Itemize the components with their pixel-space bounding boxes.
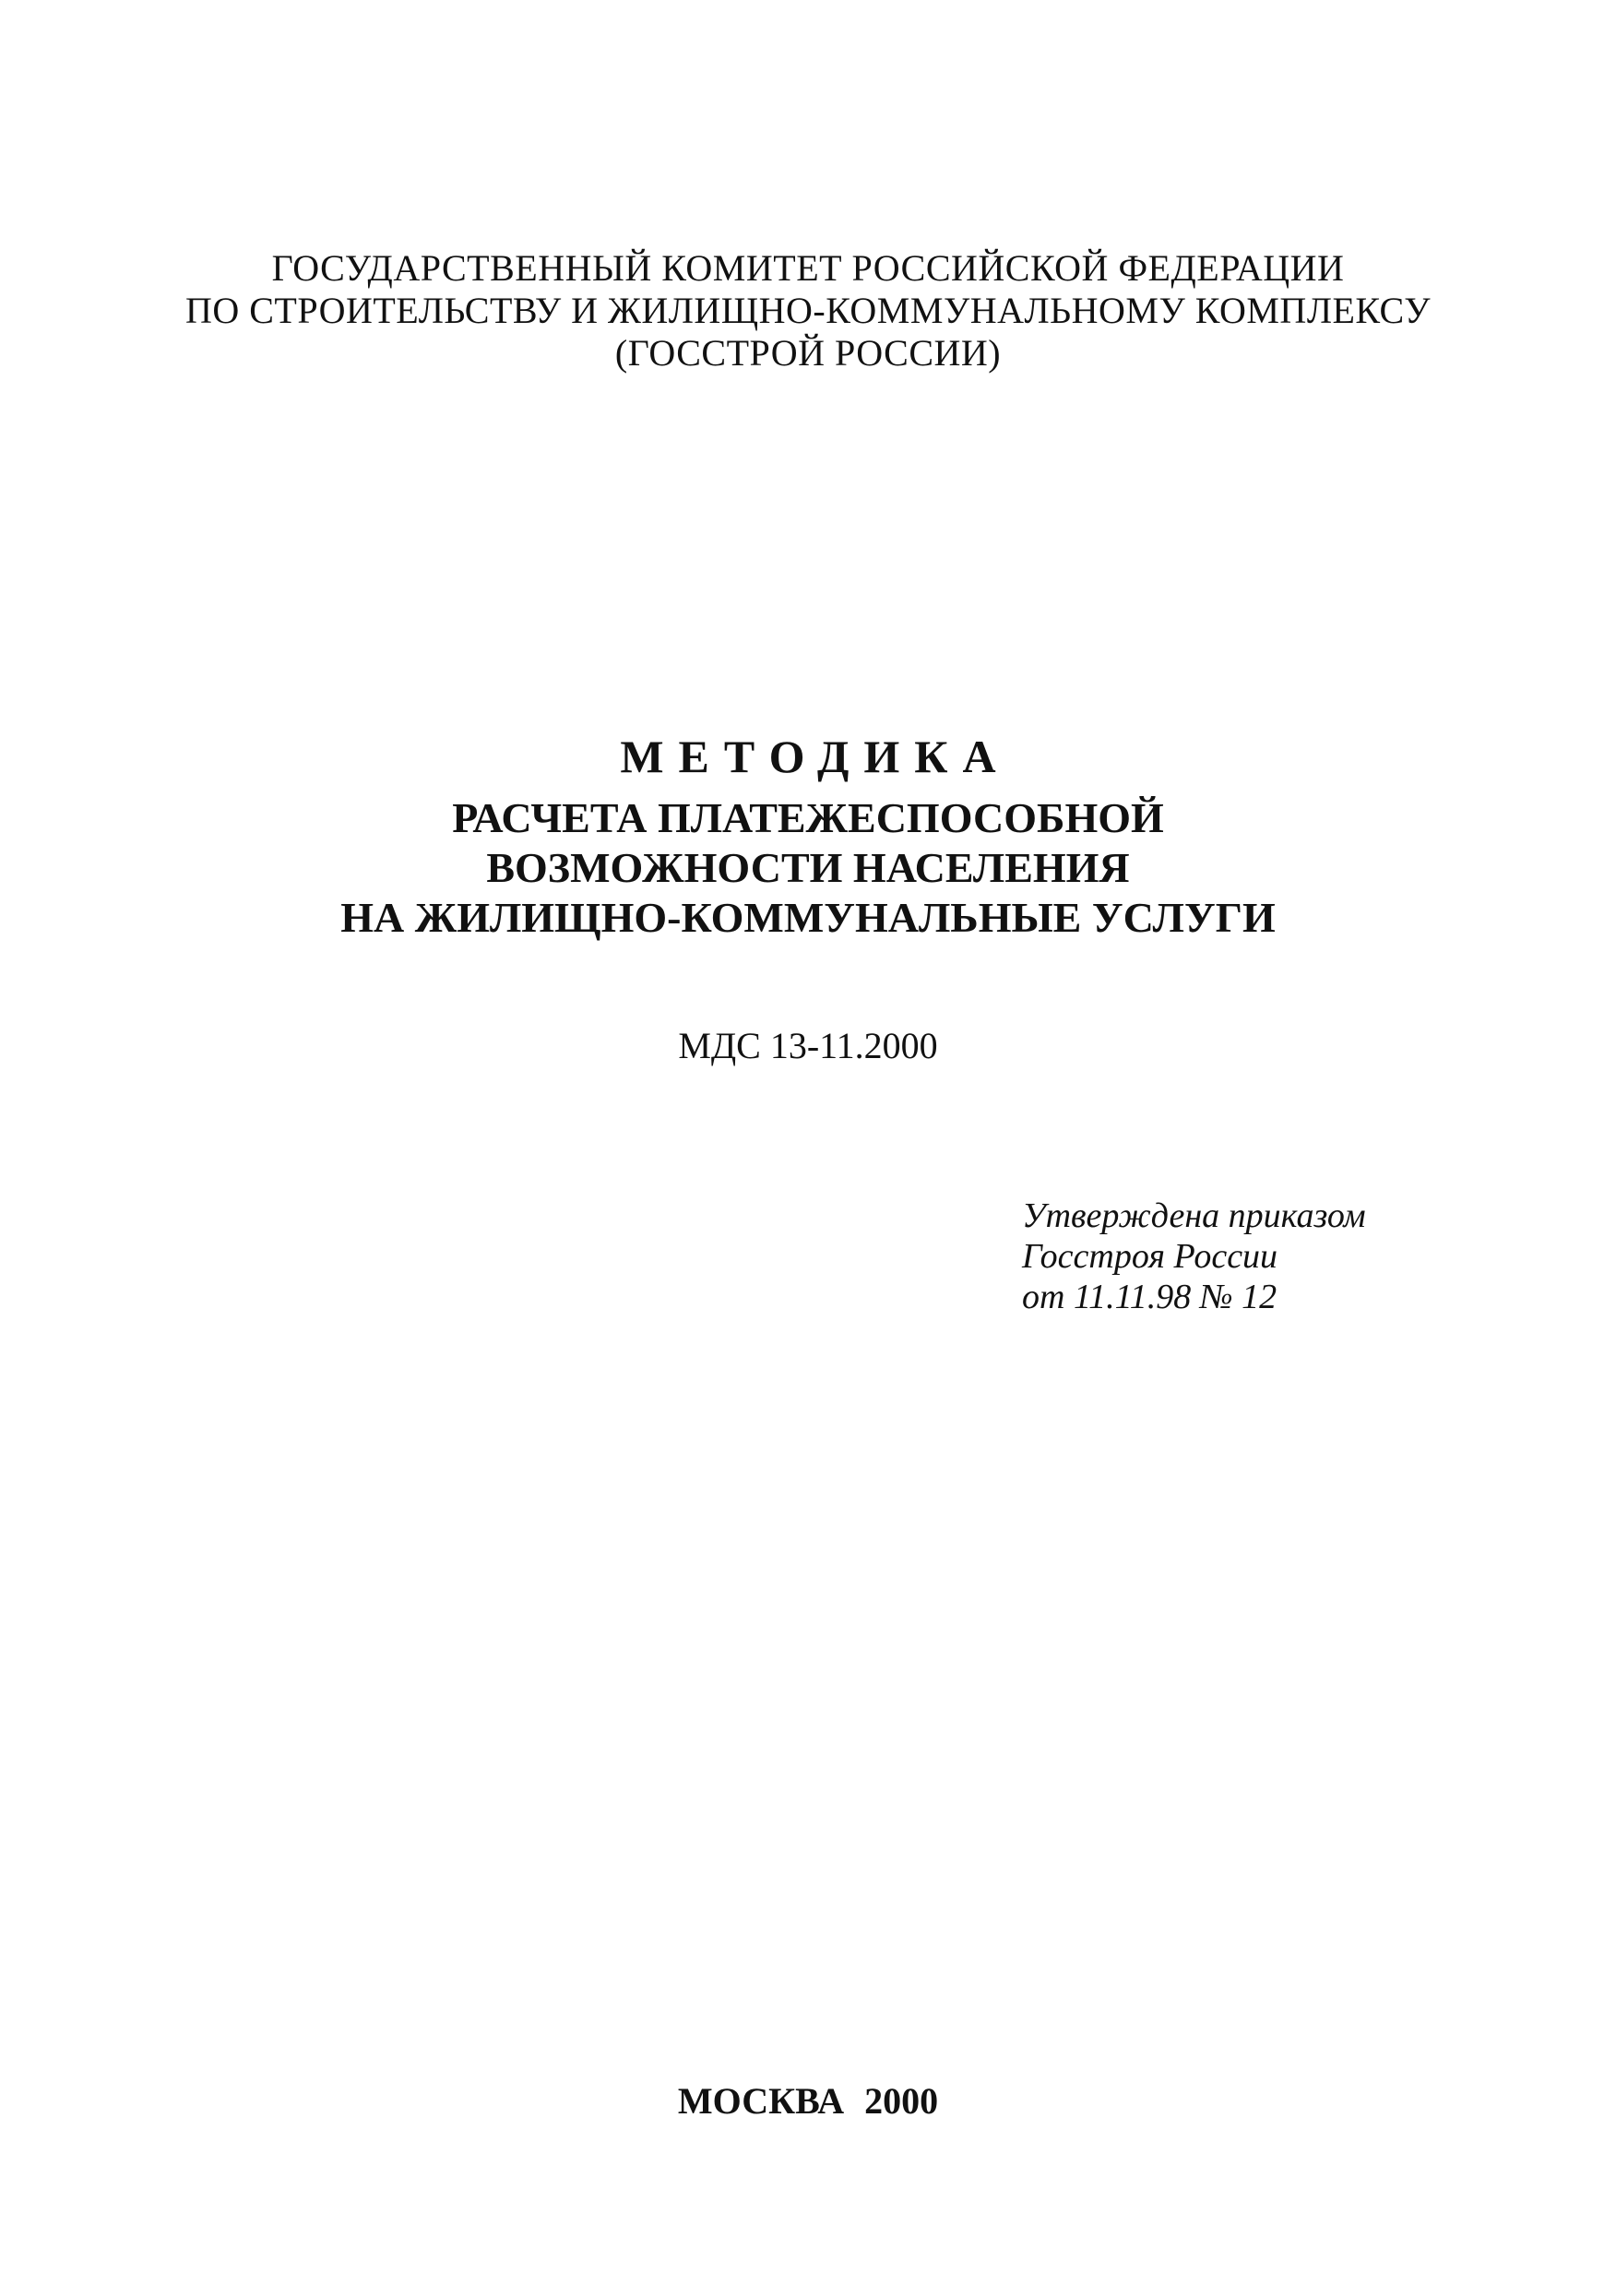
approval-note [1022, 1196, 1366, 1317]
document-title [0, 793, 1616, 943]
document-title-line-1: РАСЧЕТА ПЛАТЕЖЕСПОСОБНОЙ [452, 794, 1164, 841]
approval-line-3: от 11.11.98 № 12 [1022, 1278, 1277, 1316]
authority-line-2: ПО СТРОИТЕЛЬСТВУ И ЖИЛИЩНО-КОММУНАЛЬНОМУ КОМПЛЕКСУ [184, 290, 1432, 331]
document-title-line-2: ВОЗМОЖНОСТИ НАСЕЛЕНИЯ [486, 844, 1130, 891]
document-type: МЕТОДИКА [620, 731, 1011, 782]
approval-line-2: Госстроя России [1022, 1237, 1278, 1276]
imprint-year: 2000 [864, 2080, 939, 2122]
document-code: МДС 13-11.2000 [678, 1025, 938, 1066]
authority-line-1: ГОСУДАРСТВЕННЫЙ КОМИТЕТ РОССИЙСКОЙ ФЕДЕРАЦИИ [271, 247, 1345, 289]
publication-imprint [0, 2079, 1616, 2124]
approval-line-1: Утверждена приказом [1022, 1196, 1366, 1235]
document-title-line-3: НА ЖИЛИЩНО-КОММУНАЛЬНЫЕ УСЛУГИ [340, 894, 1276, 941]
issuing-authority [0, 247, 1616, 375]
authority-line-3: (ГОССТРОЙ РОССИИ) [614, 332, 1002, 374]
imprint-city: МОСКВА [677, 2080, 845, 2122]
